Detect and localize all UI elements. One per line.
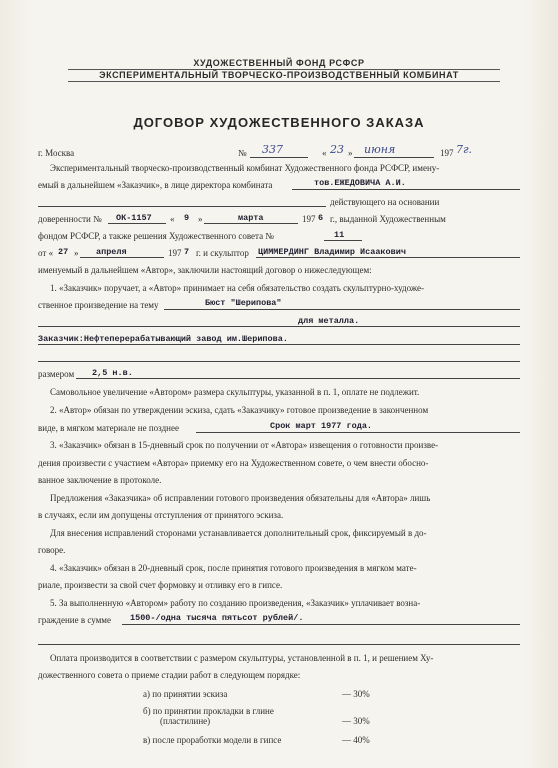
deadline: Срок март 1977 года. (270, 421, 373, 431)
amount-underline (122, 624, 520, 625)
proxy-quote-close: » (198, 214, 203, 224)
director-underline (292, 189, 520, 190)
blank-line-1 (38, 361, 520, 362)
council-label: фондом РСФСР, а также решения Художественного совета № (38, 231, 274, 241)
preamble-line-7: именуемый в дальнейшем «Автор», заключили настоящий договор о нижеследующем: (38, 265, 372, 275)
proxy-number: ОК-1157 (116, 213, 152, 223)
proxy-day: 9 (184, 213, 190, 223)
sculptor-name: ЦИММЕРДИНГ Владимир Исаакович (258, 247, 406, 257)
customer-underline (38, 344, 520, 345)
section4-line-1: 4. «Заказчик» обязан в 20-дневный срок, после принятия готового произведения в мягком матe- (50, 563, 417, 573)
payment-item-a-percent: — 30% (342, 689, 370, 699)
council-year: 7 (184, 247, 190, 257)
customer: Заказчик:Нефтеперерабатывающий завод им.Шерипова. (38, 334, 288, 344)
date-day: 23 (330, 143, 344, 156)
proxy-line-rest: г., выданной Художественным (330, 214, 446, 224)
material-underline (38, 326, 520, 327)
council-date-quote-close: » (74, 248, 79, 258)
corrections-line-2: в случаях, если им допущены отступления от принятого эскиза. (38, 510, 284, 520)
number-prefix: № (238, 148, 247, 158)
section3-line-3: ванное заключение в протоколе. (38, 475, 162, 485)
council-year-prefix: 197 (168, 248, 182, 258)
section5-line-1: 5. За выполненную «Автором» работу по созданию произведения, «Заказчик» уплачивает возна- (50, 598, 421, 608)
section3-line-1: 3. «Заказчик» обязан в 15-дневный срок по получении от «Автора» извещения о готовности произве- (50, 440, 439, 450)
contract-number: 337 (262, 143, 283, 156)
payment-item-b-label-2: (пластилине) (160, 716, 211, 726)
header-rule-2 (68, 81, 500, 82)
blank-line-2 (38, 644, 520, 645)
section2-line-2: виде, в мягком материале не позднее (38, 423, 179, 433)
payment-line-2: дожественного совета о приеме стадии работ в следующем порядке: (38, 670, 301, 680)
section1-line-1: 1. «Заказчик» поручает, а «Автор» принимает на себя обязательство создать скульптурно-художе- (50, 283, 424, 293)
proxy-year-prefix: 197 (302, 214, 316, 224)
date-quote-close: » (348, 148, 353, 158)
sculptor-label: г. и скульптор (196, 248, 249, 258)
section2-line-1: 2. «Автор» обязан по утверждении эскиза, сдать «Заказчику» готовое произведение в законченном (50, 405, 429, 415)
date-month-underline (354, 157, 434, 158)
council-day: 27 (58, 247, 69, 257)
preamble-line-2: емый в дальнейшем «Заказчик», в лице директора комбината (38, 180, 273, 190)
council-date-prefix: от « (38, 248, 54, 258)
sculptor-underline (256, 257, 520, 258)
council-number: 11 (334, 230, 345, 240)
proxy-quote-open: « (170, 214, 175, 224)
section1-line-2: ственное произведение на тему (38, 300, 159, 310)
header-line-2: ЭКСПЕРИМЕНТАЛЬНЫЙ ТВОРЧЕСКО-ПРОИЗВОДСТВЕННЫЙ КОМБИНАТ (99, 70, 459, 80)
document-title: ДОГОВОР ХУДОЖЕСТВЕННОГО ЗАКАЗА (133, 115, 425, 130)
corrections-line-1: Предложения «Заказчика» об исправлении готового произведения обязательны для «Автора» лишь (50, 493, 431, 503)
size-label: размером (38, 369, 75, 379)
additional-term-line-2: говоре. (38, 545, 66, 555)
payment-item-a-label: а) по принятии эскиза (143, 689, 228, 699)
size-underline (76, 378, 520, 379)
payment-item-c-percent: — 40% (342, 735, 370, 745)
theme: Бюст "Шерипова" (205, 298, 282, 308)
date-quote-open: « (322, 148, 327, 158)
preamble-line-3: действующего на основании (330, 197, 440, 207)
council-month: апреля (96, 247, 127, 257)
proxy-month-underline (204, 223, 298, 224)
director-name: тов.ЕЖЕДОВИЧА А.И. (314, 178, 406, 188)
additional-term-line-1: Для внесения исправлений сторонами устанавливается дополнительный срок, фиксируемый в до- (50, 528, 427, 538)
self-increase-clause: Самовольное увеличение «Автором» размера скульптуры, указанной в п. 1, оплате не подлежит. (50, 387, 420, 397)
number-underline (250, 157, 308, 158)
year-suffix: 7г. (456, 143, 473, 156)
size-value: 2,5 н.в. (92, 368, 133, 378)
header-line-1: ХУДОЖЕСТВЕННЫЙ ФОНД РСФСР (193, 58, 365, 68)
section5-line-2: граждение в сумме (38, 615, 111, 625)
council-month-underline (80, 257, 164, 258)
amount: 1500-/одна тысяча пятьсот рублей/. (130, 613, 304, 623)
preamble-line-1: Экспериментальный творческо-производственный комбинат Художественного фонда РСФСР, имену- (50, 163, 440, 173)
council-no-underline (324, 240, 362, 241)
material: для металла. (298, 316, 360, 326)
place: г. Москва (38, 148, 75, 158)
proxy-label: доверенности № (38, 214, 102, 224)
proxy-no-underline (108, 223, 166, 224)
deadline-underline (196, 432, 520, 433)
section4-line-2: риале, произвести за свой счет формовку и отливку его в гипсе. (38, 580, 283, 590)
payment-item-c-label: в) после проработки модели в гипсе (143, 735, 282, 745)
payment-item-b-label: б) по принятии прокладки в глине (143, 706, 274, 716)
payment-line-1: Оплата производится в соответствии с размером скульптуры, установленной в п. 1, и решением Ху- (50, 653, 434, 663)
blank-underline (38, 206, 326, 207)
date-month: июня (364, 143, 396, 156)
section3-line-2: дения произвести с участием «Автора» приемку его на Художественном совете, о чем внести обосно- (38, 458, 429, 468)
year-prefix: 197 (440, 148, 454, 158)
proxy-month: марта (238, 213, 264, 223)
theme-underline (164, 309, 520, 310)
payment-item-b-percent: — 30% (342, 716, 370, 726)
proxy-year: 6 (318, 213, 324, 223)
